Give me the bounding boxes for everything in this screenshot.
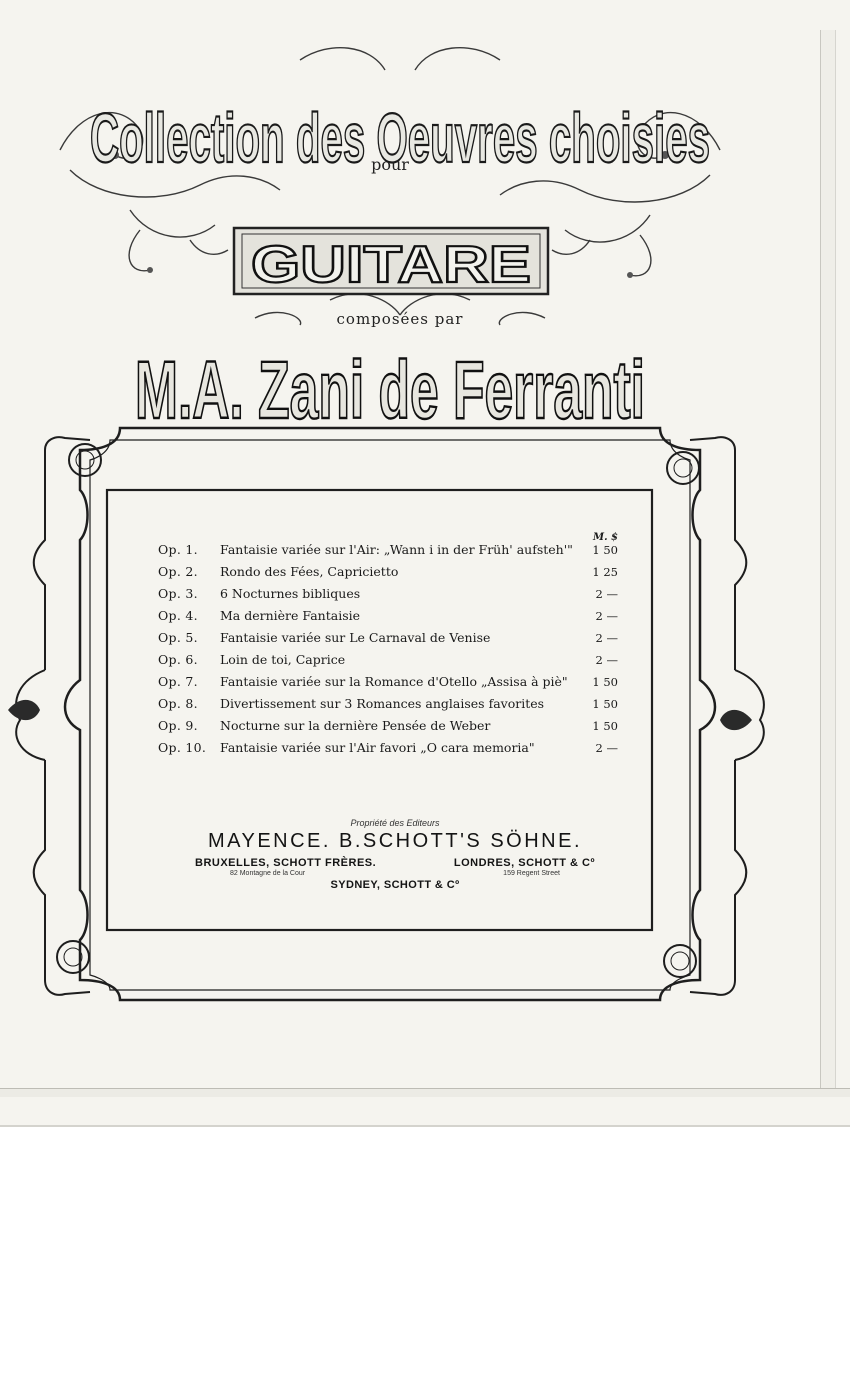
- publisher-property-note: Propriété des Editeurs: [350, 818, 440, 828]
- work-price: 2 —: [595, 653, 618, 667]
- work-title: Fantaisie variée sur l'Air: „Wann i in der Früh' aufsteh'": [220, 542, 573, 557]
- opus-number: Op. 2.: [158, 564, 198, 579]
- publisher-brussels-address: 82 Montagne de la Cour: [230, 870, 306, 877]
- work-title: Ma dernière Fantaisie: [220, 608, 361, 623]
- catalog-row: [158, 718, 618, 738]
- composer-name: [125, 330, 655, 430]
- work-price: 2 —: [595, 609, 618, 623]
- publisher-brussels: BRUXELLES, SCHOTT FRÈRES.: [195, 857, 377, 869]
- opus-number: Op. 6.: [158, 652, 198, 667]
- publisher-london-address: 159 Regent Street: [503, 870, 560, 877]
- publisher-main: MAYENCE. B.SCHOTT'S SÖHNE.: [207, 830, 583, 852]
- publisher-imprint: [160, 818, 630, 891]
- work-title: Fantaisie variée sur la Romance d'Otello „Assisa à piè": [220, 674, 568, 689]
- catalog-row: [158, 696, 618, 716]
- work-price: 1 50: [592, 675, 618, 689]
- collection-title-text: Collection des Oeuvres choisies: [90, 99, 711, 177]
- opus-number: Op. 5.: [158, 630, 198, 645]
- catalog-row: [158, 542, 618, 562]
- work-price: 2 —: [595, 631, 618, 645]
- composer-name-text: M.A. Zani de Ferranti: [135, 345, 645, 430]
- pour-label: pour: [371, 155, 409, 174]
- opus-number: Op. 4.: [158, 608, 198, 623]
- work-price: 2 —: [595, 587, 618, 601]
- opus-number: Op. 9.: [158, 718, 198, 733]
- catalog-row: [158, 674, 618, 694]
- work-title: Nocturne sur la dernière Pensée de Weber: [220, 718, 491, 733]
- page-edge-bottom: [0, 1088, 850, 1097]
- catalog-row: [158, 740, 618, 760]
- opus-number: Op. 10.: [158, 740, 207, 755]
- work-price: 1 50: [592, 719, 618, 733]
- catalog-row: [158, 652, 618, 672]
- work-price: 1 50: [592, 543, 618, 557]
- instrument-title: [232, 220, 550, 300]
- work-title: Loin de toi, Caprice: [220, 652, 346, 667]
- catalog-row: [158, 564, 618, 584]
- publisher-london: LONDRES, SCHOTT & Cº: [453, 857, 595, 869]
- work-price: 1 25: [592, 565, 618, 579]
- work-title: Rondo des Fées, Capricietto: [220, 564, 399, 579]
- work-title: Fantaisie variée sur l'Air favori „O cara memoria": [220, 740, 535, 755]
- currency-header: M. $: [593, 532, 618, 543]
- catalog-row: [158, 630, 618, 650]
- catalog-row: [158, 586, 618, 606]
- work-price: 1 50: [592, 697, 618, 711]
- opus-number: Op. 1.: [158, 542, 198, 557]
- work-title: 6 Nocturnes bibliques: [220, 586, 361, 601]
- work-title: Fantaisie variée sur Le Carnaval de Venise: [220, 630, 491, 645]
- publisher-addresses: [230, 870, 560, 877]
- work-title: Divertissement sur 3 Romances anglaises favorites: [220, 696, 545, 711]
- work-price: 2 —: [595, 741, 618, 755]
- catalog-row: [158, 608, 618, 628]
- opus-number: Op. 8.: [158, 696, 198, 711]
- opus-number: Op. 3.: [158, 586, 198, 601]
- composees-label: composées par: [336, 310, 464, 328]
- publisher-branches: [195, 857, 595, 869]
- opus-number: Op. 7.: [158, 674, 198, 689]
- instrument-title-text: GUITARE: [251, 236, 531, 294]
- publisher-sydney: SYDNEY, SCHOTT & Cº: [330, 879, 460, 891]
